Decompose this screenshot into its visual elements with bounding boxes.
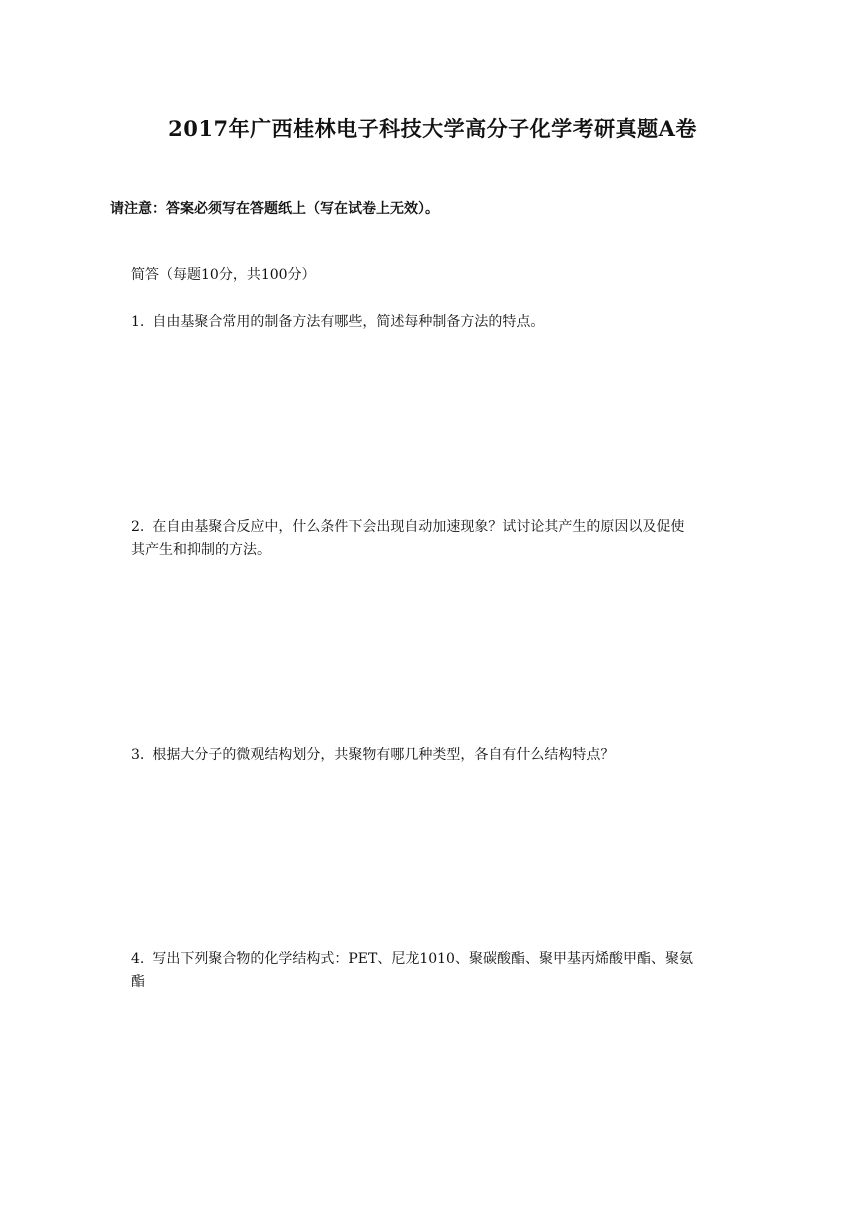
question-number: 1. xyxy=(131,314,145,330)
question-text: 写出下列聚合物的化学结构式：PET、尼龙1010、聚碳酸酯、聚甲基丙烯酸甲酯、聚氨 xyxy=(152,951,693,967)
question-text: 在自由基聚合反应中，什么条件下会出现自动加速现象？试讨论其产生的原因以及促使 xyxy=(152,519,685,535)
question-3 xyxy=(131,744,741,767)
question-4-line-1 xyxy=(131,948,741,971)
question-4 xyxy=(131,948,741,994)
section-heading: 简答（每题10分，共100分） xyxy=(131,267,316,283)
question-1 xyxy=(131,311,741,334)
page-title: 2017年广西桂林电子科技大学高分子化学考研真题A卷 xyxy=(168,116,697,141)
question-3-line-1 xyxy=(131,744,741,767)
question-number: 4. xyxy=(131,951,145,967)
question-1-line-1 xyxy=(131,311,741,334)
question-4-line-2: 酯 xyxy=(131,974,145,990)
question-text: 根据大分子的微观结构划分，共聚物有哪几种类型，各自有什么结构特点？ xyxy=(152,747,615,763)
question-number: 2. xyxy=(131,519,145,535)
question-text: 自由基聚合常用的制备方法有哪些，简述每种制备方法的特点。 xyxy=(152,314,545,330)
question-2-line-1 xyxy=(131,516,741,539)
question-2 xyxy=(131,516,741,562)
answer-notice: 请注意：答案必须写在答题纸上（写在试卷上无效）。 xyxy=(110,201,439,217)
question-number: 3. xyxy=(131,747,145,763)
question-2-line-2: 其产生和抑制的方法。 xyxy=(131,542,271,558)
